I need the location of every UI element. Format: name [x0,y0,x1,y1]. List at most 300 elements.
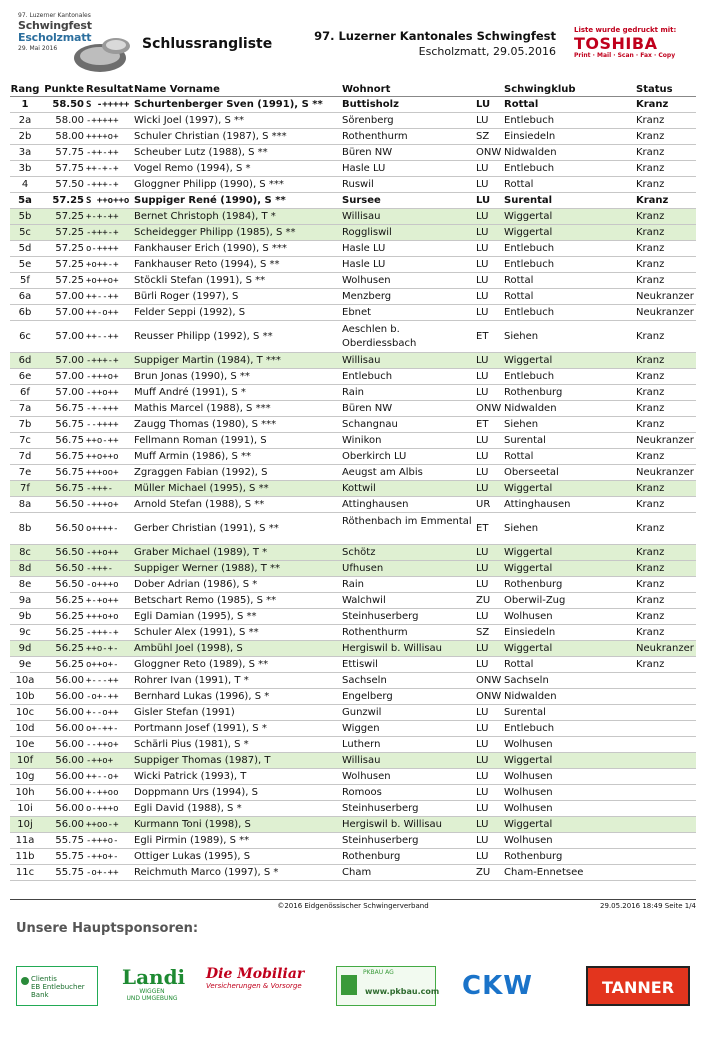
cell-schwingklub: Rottal [504,179,534,190]
cell-resultat: -++o++ [86,388,119,398]
print-sponsor-caption: Liste wurde gedruckt mit: [574,26,677,34]
cell-resultat: ++oo-+ [86,820,119,830]
cell-punkte: 57.00 [55,355,84,366]
cell-kanton: UR [476,499,491,510]
cell-status: Kranz [636,131,665,142]
cell-name: Brun Jonas (1990), S ** [134,371,250,382]
cell-punkte: 56.50 [55,523,84,534]
pkbau-mark-icon [341,975,357,995]
cell-schwingklub: Wolhusen [504,803,553,814]
cell-status: Kranz [636,371,665,382]
cell-kanton: ONW [476,147,502,158]
cell-punkte: 56.50 [55,563,84,574]
cell-kanton: LU [476,211,489,222]
table-row [10,417,696,433]
cell-rang: 5e [18,259,32,270]
cell-status: Kranz [636,163,665,174]
cell-schwingklub: Wolhusen [504,835,553,846]
cell-wohnort: Ruswil [342,179,374,190]
cell-punkte: 56.00 [55,739,84,750]
cell-schwingklub: Wolhusen [504,611,553,622]
cell-wohnort: Romoos [342,787,382,798]
cell-status: Kranz [636,147,665,158]
cell-wohnort: Kottwil [342,483,376,494]
cell-resultat: ++--++ [86,332,119,342]
table-row [10,849,696,865]
cell-name: Mathis Marcel (1988), S *** [134,403,271,414]
cell-rang: 5c [19,227,31,238]
cell-schwingklub: Oberwil-Zug [504,595,566,606]
cell-status: Neukranzer [636,291,694,302]
cell-wohnort: Rain [342,579,364,590]
cell-punkte: 56.25 [55,627,84,638]
table-row [10,129,696,145]
cell-schwingklub: Wiggertal [504,755,553,766]
cell-resultat: --++o+ [86,740,119,750]
cell-status: Kranz [636,355,665,366]
cell-wohnort: Attinghausen [342,499,409,510]
cell-schwingklub: Surental [504,707,546,718]
cell-rang: 6b [18,307,32,318]
cell-schwingklub: Entlebuch [504,243,555,254]
cell-resultat: ++o++o [86,452,119,462]
cell-punkte: 56.00 [55,691,84,702]
table-row [10,689,696,705]
cell-name: Betschart Remo (1985), S ** [134,595,277,606]
cell-punkte: 56.25 [55,595,84,606]
table-row [10,577,696,593]
logo-line-3: Escholzmatt [18,31,92,44]
cell-resultat: o++++- [86,524,119,534]
cell-wohnort: Hergiswil b. Willisau [342,819,443,830]
pkbau-name: PKBAU AG [363,969,394,976]
cell-schwingklub: Rothenburg [504,579,563,590]
cell-punkte: 57.75 [55,147,84,158]
cell-kanton: LU [476,787,489,798]
cell-schwingklub: Wiggertal [504,211,553,222]
cell-wohnort: Ebnet [342,307,372,318]
cell-status: Kranz [636,579,665,590]
cell-punkte: 56.50 [55,547,84,558]
cell-resultat: -+++-+ [86,180,119,190]
cell-resultat: +--o++ [86,708,119,718]
cell-resultat: o-+++o [86,804,119,814]
cell-kanton: LU [476,739,489,750]
cell-name: Fellmann Roman (1991), S [134,435,267,446]
cell-name: Fankhauser Reto (1994), S ** [134,259,280,270]
cell-wohnort: Rothenthurm [342,131,408,142]
cell-rang: 9a [18,595,32,606]
table-row [10,513,696,545]
cell-kanton: LU [476,243,489,254]
cell-wohnort: Willisau [342,211,381,222]
cell-schwingklub: Rottal [504,275,534,286]
cell-rang: 1 [21,99,29,110]
cell-status: Kranz [636,523,665,534]
cell-status: Kranz [636,627,665,638]
sponsor-mobiliar-logo [206,966,310,1006]
cell-schwingklub: Wiggertal [504,483,553,494]
cell-resultat: -+++++ [86,116,119,126]
cell-name: Müller Michael (1995), S ** [134,483,269,494]
cell-rang: 10i [17,803,33,814]
ranking-table [10,82,696,881]
cell-wohnort: Rothenburg [342,851,401,862]
cell-resultat: -+++o- [86,836,119,846]
mobiliar-name: Die Mobiliar [206,966,305,982]
cell-wohnort: Schangnau [342,419,398,430]
mobiliar-tagline: Versicherungen & Vorsorge [206,982,302,990]
cell-status: Kranz [636,243,665,254]
cell-wohnort: Gunzwil [342,707,382,718]
cell-resultat: +o++-+ [86,260,119,270]
header-status: Status [636,84,673,95]
cell-wohnort: Walchwil [342,595,386,606]
table-row [10,561,696,577]
table-row [10,865,696,881]
cell-resultat: ++-o++ [86,308,119,318]
sponsor-tanner-logo: TANNER Möbel [586,966,690,1006]
cell-schwingklub: Wolhusen [504,739,553,750]
cell-schwingklub: Nidwalden [504,403,557,414]
cell-kanton: LU [476,723,489,734]
cell-rang: 10b [15,691,35,702]
cell-schwingklub: Entlebuch [504,371,555,382]
header-wohnort: Wohnort [342,84,391,95]
cell-kanton: LU [476,291,489,302]
cell-punkte: 56.50 [55,499,84,510]
cell-schwingklub: Einsiedeln [504,627,556,638]
cell-schwingklub: Rothenburg [504,851,563,862]
cell-kanton: LU [476,579,489,590]
cell-name: Gloggner Reto (1989), S ** [134,659,269,670]
pkbau-url: www.pkbau.com [365,987,440,996]
cell-kanton: LU [476,307,489,318]
event-title: 97. Luzerner Kantonales Schwingfest [314,29,556,43]
cell-name: Bernhard Lukas (1996), S * [134,691,270,702]
cell-resultat: -++o++ [86,548,119,558]
cell-wohnort: Hasle LU [342,243,386,254]
sponsor-ckw-logo: CKW [462,971,533,1001]
cell-kanton: LU [476,483,489,494]
cell-rang: 10g [15,771,35,782]
cell-wohnort: Engelberg [342,691,393,702]
header-resultat: Resultat [86,84,134,95]
table-row [10,625,696,641]
table-row [10,641,696,657]
cell-resultat: ++o-+- [86,644,119,654]
header-schwingklub: Schwingklub [504,84,576,95]
cell-punkte: 56.00 [55,675,84,686]
cell-status: Neukranzer [636,467,694,478]
cell-kanton: LU [476,355,489,366]
cell-schwingklub: Wolhusen [504,787,553,798]
table-row [10,545,696,561]
cell-schwingklub: Rottal [504,99,539,110]
cell-wohnort: Röthenbach im Emmental [342,516,472,527]
cell-wohnort: Menzberg [342,291,392,302]
cell-schwingklub: Einsiedeln [504,131,556,142]
cell-kanton: LU [476,99,491,110]
cell-kanton: ET [476,523,489,534]
cell-schwingklub: Wiggertal [504,643,553,654]
table-row [10,289,696,305]
cell-rang: 7c [19,435,31,446]
cell-status: Kranz [636,595,665,606]
cell-rang: 6e [18,371,32,382]
cell-schwingklub: Attinghausen [504,499,571,510]
cell-status: Kranz [636,331,665,342]
cell-resultat: -+++- [86,564,114,574]
cell-rang: 9d [18,643,32,654]
cell-punkte: 56.00 [55,771,84,782]
cell-wohnort: Wolhusen [342,275,391,286]
cell-rang: 10h [15,787,35,798]
cell-punkte: 56.00 [55,755,84,766]
cell-wohnort: Büren NW [342,403,393,414]
cell-kanton: LU [476,755,489,766]
cell-name: Fankhauser Erich (1990), S *** [134,243,287,254]
cell-kanton: LU [476,771,489,782]
cell-schwingklub: Nidwalden [504,691,557,702]
cell-name: Schurtenberger Sven (1991), S ** [134,99,323,110]
cell-rang: 10c [15,707,35,718]
cell-rang: 5b [18,211,32,222]
cell-name: Bürli Roger (1997), S [134,291,239,302]
cell-resultat: +---++ [86,676,119,686]
sponsors-heading: Unsere Hauptsponsoren: [16,921,199,936]
cell-rang: 2a [18,115,32,126]
table-row [10,369,696,385]
logo-line-1: 97. Luzerner Kantonales [18,12,91,19]
cell-name: Zgraggen Fabian (1992), S [134,467,268,478]
table-body [10,97,696,881]
cell-status: Neukranzer [636,435,694,446]
cell-schwingklub: Surental [504,195,553,206]
cell-schwingklub: Wiggertal [504,355,553,366]
cell-rang: 5d [18,243,32,254]
print-sponsor-logo [574,26,696,59]
cell-rang: 10j [17,819,33,830]
cell-punkte: 57.00 [55,331,84,342]
cell-wohnort: Rain [342,387,364,398]
cell-wohnort: Aeschlen b. Oberdiessbach [342,324,417,349]
cell-punkte: 56.00 [55,707,84,718]
cell-name: Schuler Alex (1991), S ** [134,627,259,638]
cell-schwingklub: Wiggertal [504,227,553,238]
table-row [10,737,696,753]
cell-wohnort: Ettiswil [342,659,378,670]
event-location-date: Escholzmatt, 29.05.2016 [418,45,556,58]
cell-name: Scheuber Lutz (1988), S ** [134,147,268,158]
cell-schwingklub: Rottal [504,659,534,670]
table-row [10,401,696,417]
landi-line-1: WIGGEN [139,988,165,995]
cell-wohnort: Hergiswil b. Willisau [342,643,443,654]
cell-rang: 11c [15,867,35,878]
cell-punkte: 55.75 [55,851,84,862]
cell-rang: 9c [19,627,31,638]
cell-kanton: ONW [476,691,502,702]
cell-kanton: ET [476,419,489,430]
cell-wohnort: Oberkirch LU [342,451,407,462]
cell-name: Scheidegger Philipp (1985), S ** [134,227,296,238]
cell-kanton: LU [476,115,489,126]
cell-resultat: -+++o+ [86,372,119,382]
cell-rang: 7b [18,419,32,430]
table-row [10,273,696,289]
cell-kanton: LU [476,387,489,398]
cell-resultat: ++--++ [86,292,119,302]
cell-name: Suppiger René (1990), S ** [134,195,286,206]
cell-name: Portmann Josef (1991), S * [134,723,267,734]
logo-line-2: Schwingfest [18,19,92,32]
cell-name: Doppmann Urs (1994), S [134,787,259,798]
cell-punkte: 56.25 [55,611,84,622]
cell-name: Schuler Christian (1987), S *** [134,131,287,142]
clientis-dot-icon [21,977,29,985]
cell-schwingklub: Cham-Ennetsee [504,867,584,878]
cell-punkte: 57.00 [55,307,84,318]
cell-rang: 5f [20,275,30,286]
cell-name: Felder Seppi (1992), S [134,307,246,318]
cell-wohnort: Ufhusen [342,563,384,574]
cell-schwingklub: Rottal [504,291,534,302]
cell-resultat: +o++o+ [86,276,119,286]
header-rang: Rang [10,84,40,95]
cell-kanton: LU [476,467,489,478]
cell-resultat: ++++o+ [86,132,119,142]
cell-rang: 6d [18,355,32,366]
cell-resultat: -+++-+ [86,228,119,238]
cell-status: Kranz [636,499,665,510]
table-row [10,817,696,833]
cell-name: Graber Michael (1989), T * [134,547,268,558]
cell-punkte: 56.75 [55,483,84,494]
table-row [10,801,696,817]
cell-status: Kranz [636,179,665,190]
cell-kanton: LU [476,819,489,830]
cell-wohnort: Entlebuch [342,371,393,382]
cell-schwingklub: Entlebuch [504,259,555,270]
cell-name: Suppiger Werner (1988), T ** [134,563,281,574]
table-row [10,609,696,625]
cell-kanton: LU [476,643,489,654]
cell-wohnort: Schötz [342,547,376,558]
cell-schwingklub: Entlebuch [504,307,555,318]
table-row [10,305,696,321]
cell-schwingklub: Entlebuch [504,163,555,174]
cell-status: Kranz [636,547,665,558]
cell-name: Gloggner Philipp (1990), S *** [134,179,284,190]
cell-resultat: -+-+++ [86,404,119,414]
table-row [10,673,696,689]
cell-punkte: 58.00 [55,131,84,142]
cell-wohnort: Aeugst am Albis [342,467,423,478]
cell-resultat: ++o-++ [86,436,119,446]
cell-name: Arnold Stefan (1988), S ** [134,499,265,510]
cell-resultat: S ++o++o [86,196,130,206]
cell-resultat: -o+-++ [86,692,119,702]
cell-resultat: o+-++- [86,724,119,734]
table-row [10,433,696,449]
cell-schwingklub: Siehen [504,419,539,430]
cell-name: Egli David (1988), S * [134,803,242,814]
table-header-row [10,82,696,97]
cell-rang: 8d [18,563,32,574]
cell-kanton: LU [476,227,489,238]
cell-kanton: ZU [476,867,491,878]
cell-punkte: 56.75 [55,403,84,414]
cell-resultat: --++++ [86,420,119,430]
cell-kanton: ONW [476,403,502,414]
table-row [10,97,696,113]
cell-wohnort: Rothenthurm [342,627,408,638]
table-row [10,225,696,241]
table-row [10,145,696,161]
sponsor-clientis-logo [16,966,98,1006]
cell-punkte: 57.25 [55,211,84,222]
table-row [10,385,696,401]
cell-punkte: 57.00 [55,291,84,302]
cell-resultat: ++--o+ [86,772,119,782]
page-header [0,0,704,80]
cell-punkte: 57.00 [55,387,84,398]
cell-rang: 8a [18,499,32,510]
cell-name: Wicki Joel (1997), S ** [134,115,245,126]
footer-copyright: ©2016 Eidgenössischer Schwingerverband [277,902,429,910]
cell-status: Neukranzer [636,643,694,654]
cell-status: Kranz [636,387,665,398]
cell-name: Reusser Philipp (1992), S ** [134,331,273,342]
cell-punkte: 57.25 [55,243,84,254]
print-sponsor-brand: TOSHIBA [574,34,658,53]
cell-name: Zaugg Thomas (1980), S *** [134,419,277,430]
landi-line-2: UND UMGEBUNG [126,995,178,1002]
cell-kanton: LU [476,659,489,670]
cell-punkte: 56.00 [55,819,84,830]
cell-wohnort: Steinhuserberg [342,803,419,814]
cell-punkte: 56.25 [55,643,84,654]
cell-punkte: 55.75 [55,835,84,846]
cell-rang: 10e [15,739,35,750]
cell-schwingklub: Rottal [504,451,534,462]
header-name: Name Vorname [134,84,220,95]
table-row [10,257,696,273]
cell-punkte: 58.50 [52,99,84,110]
cell-resultat: +++o+o [86,612,119,622]
cell-punkte: 57.25 [55,275,84,286]
cell-rang: 7d [18,451,32,462]
cell-kanton: LU [476,611,489,622]
cell-name: Stöckli Stefan (1991), S ** [134,275,266,286]
cell-status: Kranz [636,227,665,238]
cell-punkte: 57.00 [55,371,84,382]
cell-status: Kranz [636,99,669,110]
cell-kanton: LU [476,195,491,206]
cell-schwingklub: Oberseetal [504,467,559,478]
cell-kanton: LU [476,803,489,814]
cell-status: Kranz [636,115,665,126]
cell-status: Kranz [636,259,665,270]
table-row [10,161,696,177]
cell-kanton: LU [476,179,489,190]
table-row [10,785,696,801]
cell-punkte: 56.00 [55,803,84,814]
cell-rang: 2b [18,131,32,142]
cell-rang: 5a [18,195,32,206]
cell-schwingklub: Wiggertal [504,547,553,558]
